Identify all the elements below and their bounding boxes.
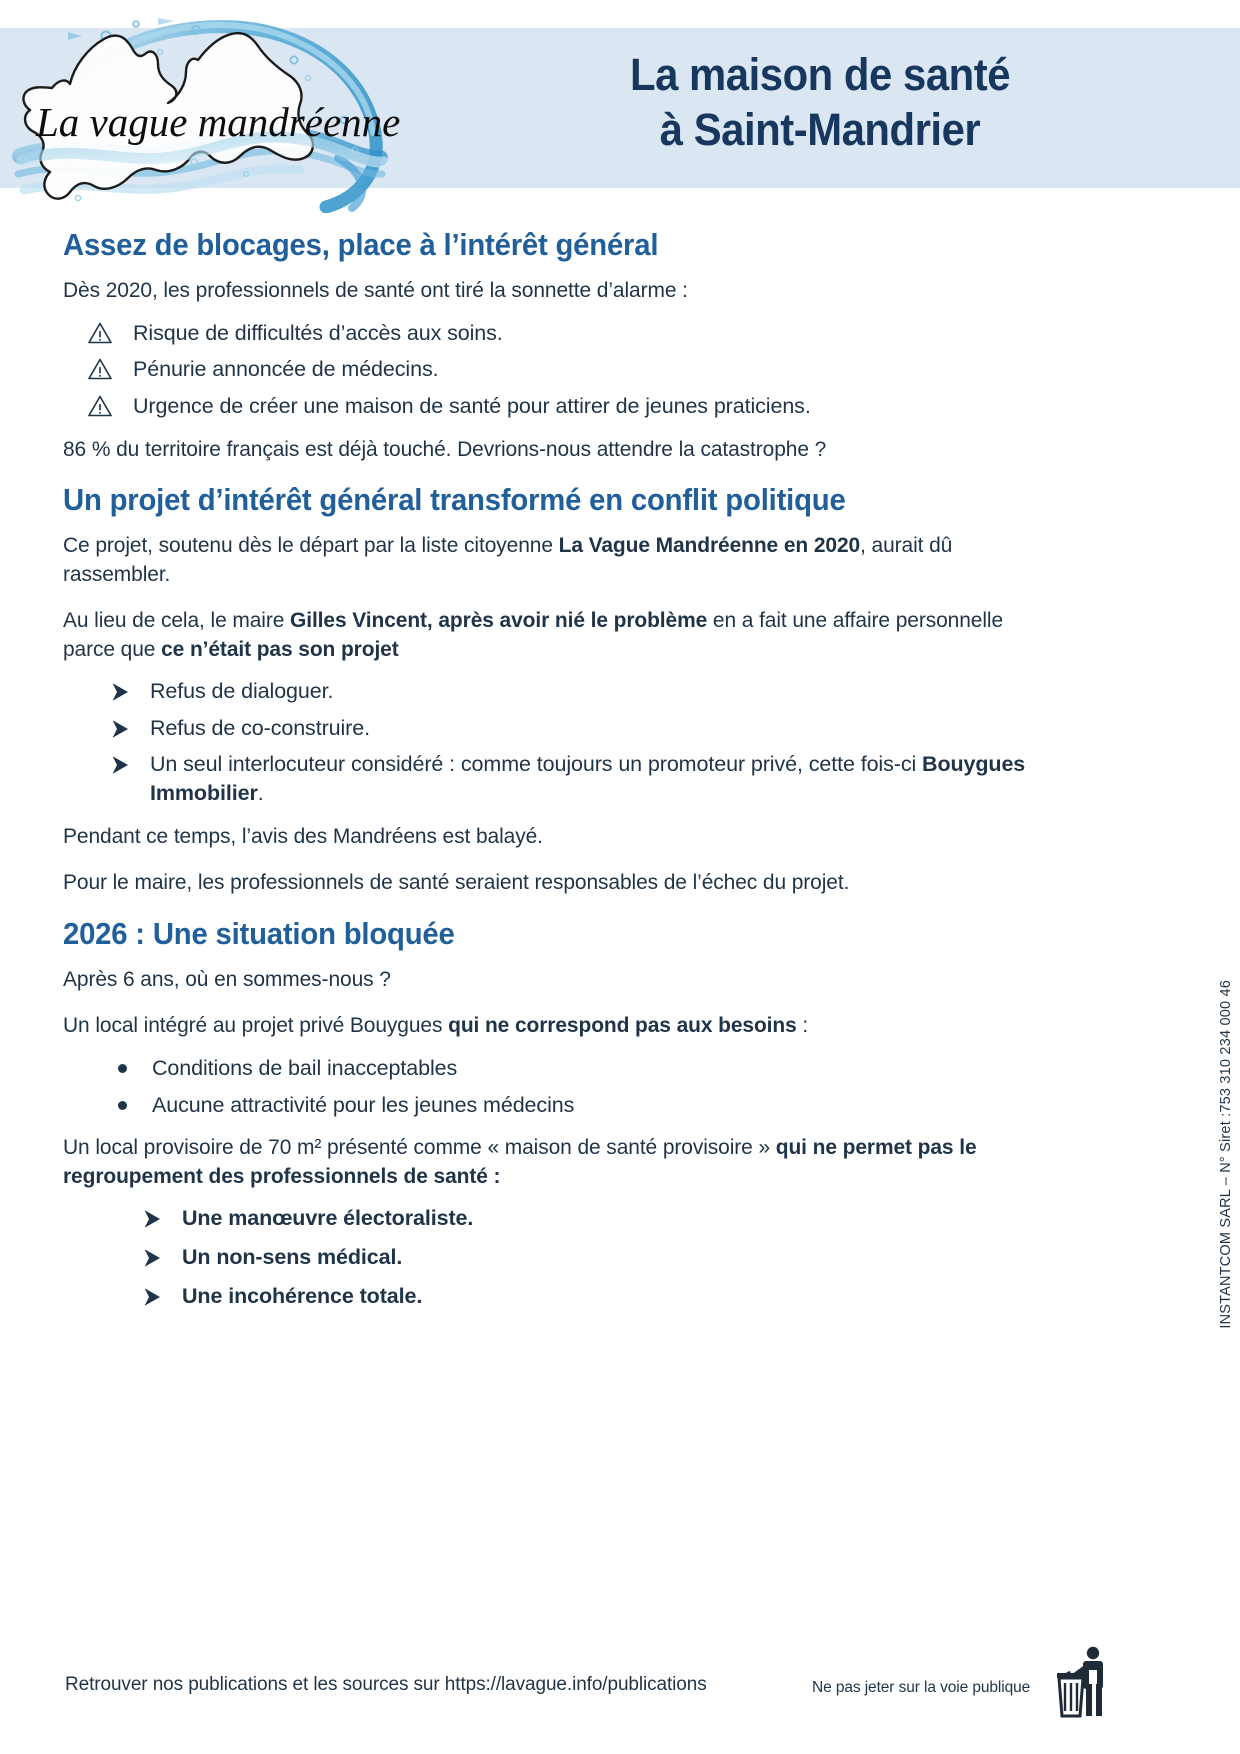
text-run: Ce projet, soutenu dès le départ par la liste citoyenne <box>63 533 559 558</box>
section-heading-1: Assez de blocages, place à l’intérêt général <box>63 228 659 262</box>
section-2-paragraph-2 <box>63 606 1019 663</box>
list-item <box>109 1054 1043 1083</box>
dot-bullet-icon <box>118 1101 127 1110</box>
section-1-outro: 86 % du territoire français est déjà touché. Devrions-nous attendre la catastrophe ? <box>63 436 827 461</box>
arrow-bullet-icon <box>141 1286 165 1306</box>
list-item <box>141 1282 1043 1311</box>
list-item <box>141 1243 1043 1272</box>
page-title-line2: à Saint-Mandrier <box>659 103 981 155</box>
list-item-label: Aucune attractivité pour les jeunes médecins <box>152 1092 575 1117</box>
page-footer <box>0 1634 1240 1754</box>
warning-triangle-icon <box>87 394 113 418</box>
section-3-paragraph-3 <box>63 1133 1019 1190</box>
conclusion-list <box>141 1204 1043 1310</box>
logo <box>8 8 408 213</box>
list-item-label: Pénurie annoncée de médecins. <box>133 357 439 382</box>
warning-triangle-icon <box>87 357 113 381</box>
refusal-list <box>109 677 1043 808</box>
text-run: : <box>796 1013 809 1038</box>
list-item <box>87 319 1043 348</box>
section-3-paragraph-2 <box>63 1011 1019 1039</box>
arrow-bullet-icon <box>141 1208 165 1228</box>
dot-bullet-icon <box>118 1064 127 1073</box>
list-item <box>141 1204 1043 1233</box>
list-item <box>87 355 1043 384</box>
footer-disposal-notice: Ne pas jeter sur la voie publique <box>812 1679 1031 1696</box>
list-item <box>109 714 1043 743</box>
arrow-bullet-icon <box>109 718 133 738</box>
warning-triangle-icon <box>87 321 113 345</box>
text-run-bold: qui ne correspond pas aux besoins <box>448 1013 797 1038</box>
text-run: en a fait une affaire personnelle parce que <box>63 608 1004 661</box>
list-item <box>87 392 1043 421</box>
arrow-bullet-icon <box>141 1247 165 1267</box>
wave-logo-icon <box>8 8 408 213</box>
text-run-bold: La Vague Mandréenne en 2020 <box>558 533 861 558</box>
list-item-label: Une manœuvre électoraliste. <box>182 1206 474 1231</box>
do-not-litter-icon <box>1055 1644 1109 1718</box>
text-run-bold: Bouygues Immobilier <box>150 752 1026 806</box>
list-item-label: Refus de co-construire. <box>150 715 370 740</box>
footer-publications-link[interactable]: Retrouver nos publications et les sources sur https://lavague.info/publications <box>65 1674 707 1695</box>
page-title <box>448 48 1192 158</box>
text-run: Au lieu de cela, le maire <box>63 608 291 633</box>
list-item-label: Urgence de créer une maison de santé pour attirer de jeunes praticiens. <box>133 394 811 419</box>
logo-wordmark: La vague mandréenne <box>36 99 401 145</box>
arrow-bullet-icon <box>109 754 133 774</box>
list-item-label: Refus de dialoguer. <box>150 678 334 703</box>
section-3-paragraph-1: Après 6 ans, où en sommes-nous ? <box>63 966 391 991</box>
section-2-paragraph-1 <box>63 531 1019 588</box>
page-header <box>0 0 1240 195</box>
text-run: Un local intégré au projet privé Bouygues <box>63 1013 449 1038</box>
section-heading-3: 2026 : Une situation bloquée <box>63 916 455 951</box>
list-item-label: Risque de difficultés d’accès aux soins. <box>133 320 503 345</box>
text-run-bold: qui ne permet pas le regroupement des professionnels de santé : <box>63 1135 977 1188</box>
list-item-label <box>150 752 1025 805</box>
warning-list <box>87 319 1043 421</box>
page-title-line1: La maison de santé <box>629 49 1011 100</box>
section-heading-2: Un projet d’intérêt général transformé en conflit politique <box>63 483 846 518</box>
text-run-bold: Gilles Vincent, après avoir nié le problème <box>290 608 708 633</box>
arrow-bullet-icon <box>109 681 133 701</box>
section-1-intro: Dès 2020, les professionnels de santé ont tiré la sonnette d’alarme : <box>63 278 688 303</box>
list-item-label: Un non-sens médical. <box>182 1244 403 1269</box>
text-run: Un local provisoire de 70 m² présenté comme « maison de santé provisoire » <box>63 1135 776 1160</box>
text-run: Un seul interlocuteur considéré : comme toujours un promoteur privé, cette fois-ci <box>150 752 923 777</box>
list-item <box>109 750 1043 808</box>
document-body <box>63 222 1043 1324</box>
list-item-label: Une incohérence totale. <box>182 1283 423 1308</box>
text-run-bold: ce n’était pas son projet <box>161 636 399 661</box>
section-2-paragraph-3: Pendant ce temps, l’avis des Mandréens est balayé. <box>63 824 543 849</box>
list-item <box>109 1091 1043 1120</box>
legal-side-note: INSTANTCOM SARL – N° Siret :753 310 234 000 46 <box>1218 980 1234 1329</box>
text-run: . <box>257 781 264 806</box>
list-item-label: Conditions de bail inacceptables <box>152 1055 458 1080</box>
list-item <box>109 677 1043 706</box>
section-2-paragraph-4: Pour le maire, les professionnels de santé seraient responsables de l’échec du projet. <box>63 870 850 895</box>
shortcoming-list <box>109 1054 1043 1120</box>
text-run: , aurait dû rassembler. <box>63 533 953 586</box>
